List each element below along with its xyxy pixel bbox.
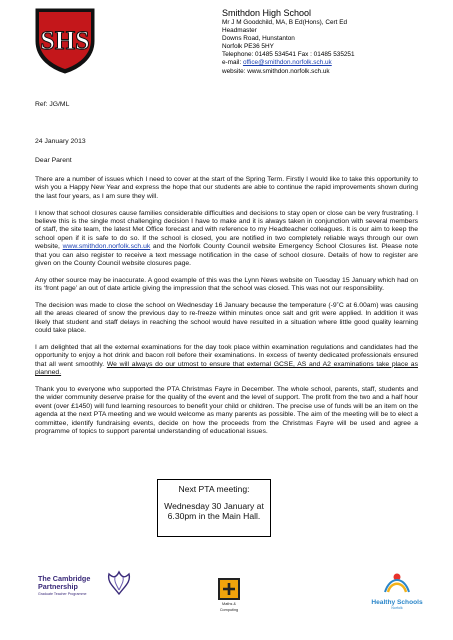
healthy-schools-title: Healthy Schools — [371, 599, 423, 606]
headmaster-name: Mr J M Goodchild, MA, B Ed(Hons), Cert Ed — [222, 19, 348, 26]
maths-line1: Maths & — [222, 602, 236, 606]
reference: Ref: JG/ML — [35, 101, 70, 108]
website-line: website: www.smithdon.norfolk.sch.uk — [222, 67, 330, 75]
closures-text-b: and the Norfolk County Council website Emergency School Closures list. Please note that you can also register to receive a text message notification in the case of school closure. Details of how to register are given on the County Council website closures page. — [35, 243, 418, 268]
cambridge-line2: Partnership — [38, 582, 78, 592]
maths-computing-logo — [212, 578, 246, 626]
maths-line2: Computing — [219, 608, 239, 613]
maths-icon — [218, 578, 240, 600]
pta-box-line1: Wednesday 30 January at — [164, 500, 264, 511]
telephone-line: Telephone: 01485 534541 Fax : 01485 535251 — [222, 51, 355, 59]
school-name: Smithdon High School — [222, 8, 312, 18]
email-line — [222, 59, 447, 67]
healthy-schools-sub: Norfolk — [391, 606, 403, 610]
letter-body — [35, 176, 418, 445]
svg-text:SHS: SHS — [40, 26, 90, 55]
paragraph-pta: Thank you to everyone who supported the PTA Christmas Fayre in December. The whole school, parents, staff, students and the wider community deserve praise for the quality of the event and the level of support. The profit from the two and a half hour event (over £1450) will fund learning resources to benefit your child or children. The precise use of funds will be an item on the agenda at the next PTA meeting and we would welcome as many parents as possible. The aim of the meeting will be to elect a committee, identify fundraising events, decide on how the proceeds from the Christmas Fayre will be used and agree a programme of topics to support parental understanding of educational issues. — [35, 386, 418, 436]
cambridge-line1: The Cambridge — [38, 574, 91, 583]
pta-meeting-box — [157, 479, 271, 537]
paragraph-sources: Any other source may be inaccurate. A good example of this was the Lynn News website on Tuesday 15 January which had on its ‘front page’ an out of date article giving the impression that the school was closed. This was not our responsibility. — [35, 276, 418, 293]
website-link[interactable]: www.smithdon.norfolk.sch.uk — [62, 243, 151, 251]
paragraph-intro: There are a number of issues which I need to cover at the start of the Spring Term. Firstly I would like to take this opportunity to wish you a Happy New Year and express the hope that our students are able to continue the rapid improvements shown during the last four years, as I am sure they will. — [35, 176, 418, 200]
healthy-schools-logo — [367, 572, 427, 610]
address-line-2: Norfolk PE36 5HY — [222, 43, 274, 51]
email-link[interactable]: office@smithdon.norfolk.sch.uk — [242, 59, 332, 67]
letterhead — [222, 8, 447, 76]
paragraph-closures — [35, 210, 418, 269]
cambridge-subtitle: Graduate Teacher Programme — [38, 592, 87, 597]
healthy-schools-icon — [382, 572, 412, 594]
paragraph-decision: The decision was made to close the school on Wednesday 16 January because the temperature (-9˚C at 6.00am) was causing all the areas cleared of snow the previous day to re-freeze within minutes once salt and grit were applied. In addition it was likely that student and staff delays in reaching the school would have resulted in a situation where little good quality learning could take place. — [35, 302, 418, 335]
address-line-1: Downs Road, Hunstanton — [222, 35, 295, 43]
paragraph-exams — [35, 344, 418, 378]
exams-text: I am delighted that all the external examinations for the day took place within examination regulations and candidates had the opportunity to enjoy a hot drink and bacon roll before their examinations. In excess of twenty dedicated professionals ensured that all went smoothly. — [35, 344, 418, 368]
school-crest-logo — [34, 7, 96, 75]
email-label: e-mail: — [222, 59, 243, 67]
pta-box-line2: 6.30pm in the Main Hall. — [167, 511, 261, 522]
pta-box-title: Next PTA meeting: — [178, 484, 250, 494]
cambridge-partnership-logo — [38, 575, 90, 596]
headmaster-title: Headmaster — [222, 27, 257, 35]
closures-text-a: I know that school closures cause families considerable difficulties and decisions to stay open or close can be very frustrating. I believe this is the single most challenging decision I have to make and it is always taken in conjunction with several members of staff, the site team, the latest Met Office forecast and with reference to my Headteacher colleagues. It is our aim to keep the school open if it is safe to do so. If the school is closed, you are notified in two completely reliable ways through our own website, — [35, 209, 418, 251]
exams-underlined: We will always do our utmost to ensure that external GCSE, AS and A2 examinations take place as planned. — [35, 360, 418, 377]
letter-date: 24 January 2013 — [35, 138, 86, 145]
salutation: Dear Parent — [35, 157, 72, 164]
phoenix-icon — [105, 566, 133, 596]
